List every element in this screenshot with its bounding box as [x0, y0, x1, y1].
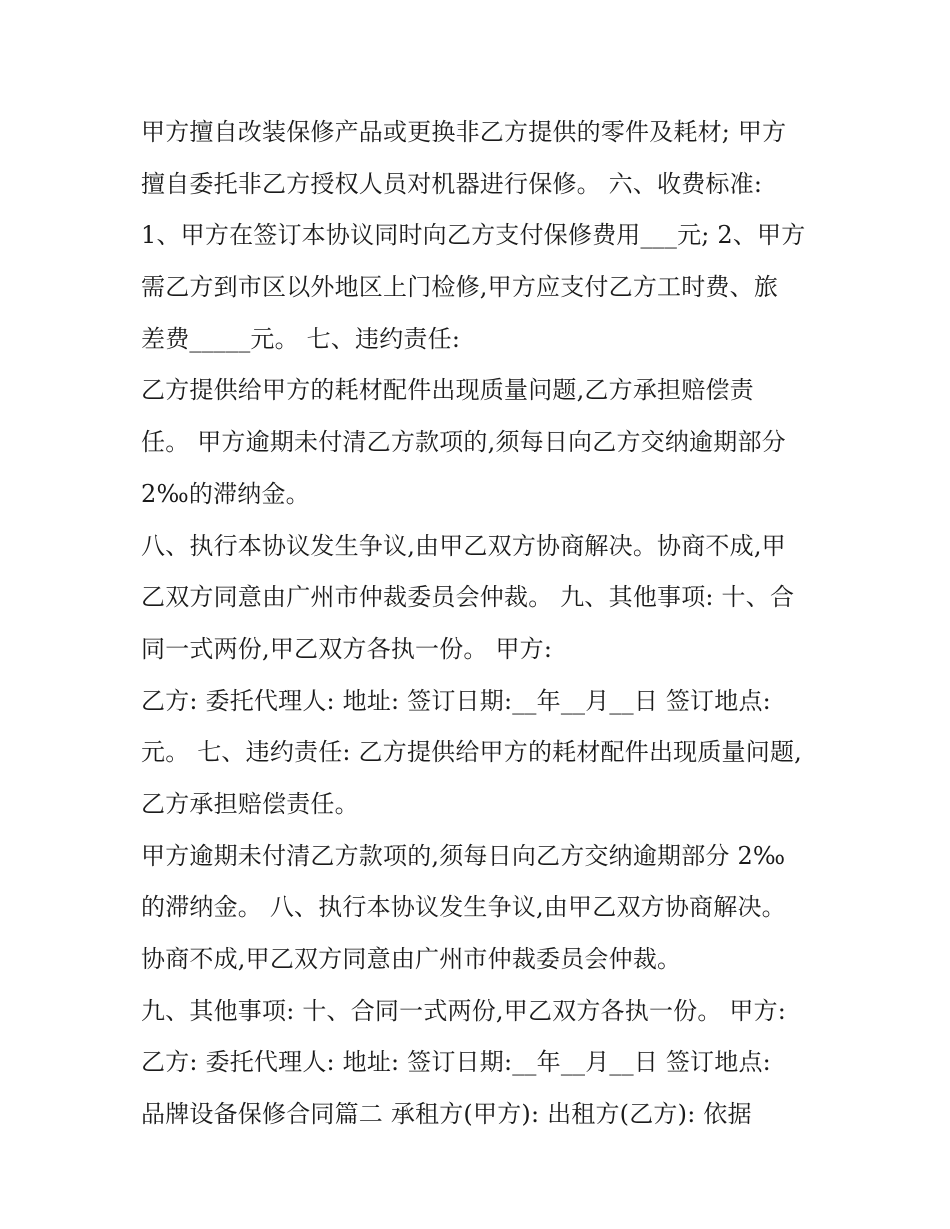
- text-line: 任。 甲方逾期未付清乙方款项的,须每日向乙方交纳逾期部分: [141, 428, 786, 457]
- text-line: 乙双方同意由广州市仲裁委员会仲裁。 九、其他事项: 十、合: [141, 583, 795, 612]
- text-line: 品牌设备保修合同篇二 承租方(甲方): 出租方(乙方): 依据: [141, 1100, 752, 1129]
- text-line: 乙方承担赔偿责任。: [141, 789, 359, 818]
- text-line: 2‰的滞纳金。: [141, 479, 310, 508]
- text-line: 乙方提供给甲方的耗材配件出现质量问题,乙方承担赔偿责: [141, 376, 754, 405]
- text-line: 1、甲方在签订本协议同时向乙方支付保修费用___元; 2、甲方: [141, 221, 806, 250]
- text-line: 乙方: 委托代理人: 地址: 签订日期:__年__月__日 签订地点:: [141, 686, 771, 715]
- text-line: 九、其他事项: 十、合同一式两份,甲乙双方各执一份。 甲方:: [141, 996, 787, 1025]
- text-line: 乙方: 委托代理人: 地址: 签订日期:__年__月__日 签订地点:: [141, 1048, 771, 1077]
- text-line: 差费_____元。 七、违约责任:: [141, 324, 461, 353]
- text-line: 八、执行本协议发生争议,由甲乙双方协商解决。协商不成,甲: [141, 531, 786, 560]
- text-line: 擅自委托非乙方授权人员对机器进行保修。 六、收费标准:: [141, 169, 763, 198]
- document-body: [141, 107, 821, 1141]
- text-line: 的滞纳金。 八、执行本协议发生争议,由甲乙双方协商解决。: [141, 893, 786, 922]
- text-line: 甲方逾期未付清乙方款项的,须每日向乙方交纳逾期部分 2‰: [141, 841, 786, 870]
- text-line: 元。 七、违约责任: 乙方提供给甲方的耗材配件出现质量问题,: [141, 738, 802, 767]
- text-line: 协商不成,甲乙双方同意由广州市仲裁委员会仲裁。: [141, 945, 682, 973]
- text-line: 需乙方到市区以外地区上门检修,甲方应支付乙方工时费、旅: [141, 273, 779, 302]
- text-line: 甲方擅自改装保修产品或更换非乙方提供的零件及耗材; 甲方: [141, 118, 787, 146]
- text-line: 同一式两份,甲乙双方各执一份。 甲方:: [141, 634, 553, 663]
